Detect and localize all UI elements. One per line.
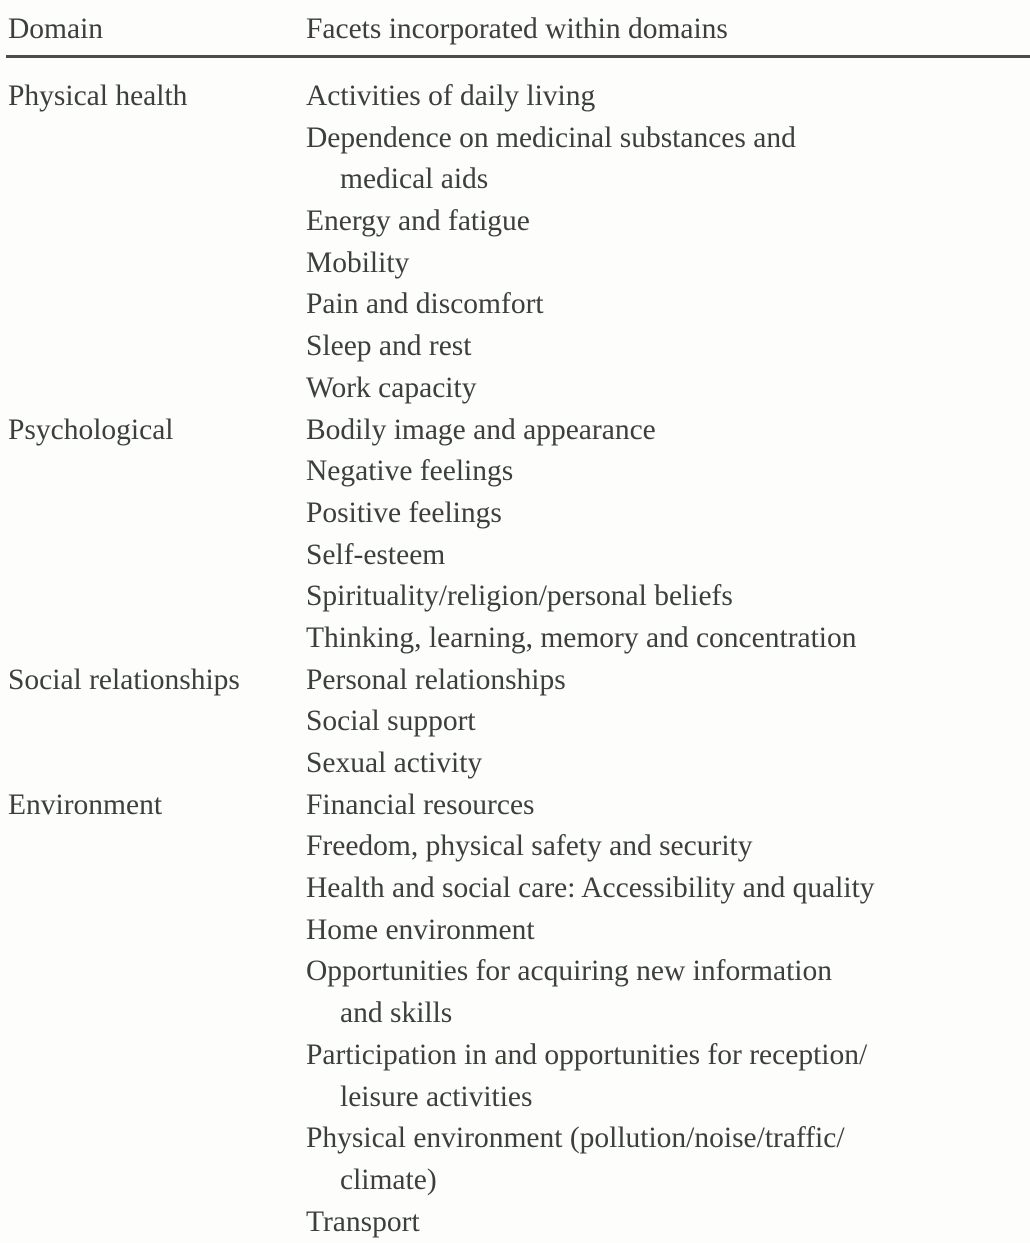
table-row bbox=[0, 159, 1030, 201]
domain-cell: Social relationships bbox=[8, 663, 240, 696]
facet-cell: Physical environment (pollution/noise/traffic/ bbox=[306, 1122, 845, 1155]
domain-cell: Environment bbox=[8, 788, 163, 821]
table-row bbox=[0, 993, 1030, 1035]
facet-cell: Transport bbox=[306, 1205, 420, 1238]
table-row bbox=[0, 951, 1030, 993]
facet-cell: Dependence on medicinal substances and bbox=[306, 121, 796, 154]
facet-cell: Activities of daily living bbox=[306, 80, 596, 112]
table-row bbox=[0, 1118, 1030, 1160]
domain-cell: Physical health bbox=[8, 80, 188, 112]
table-row bbox=[0, 284, 1030, 326]
table-row bbox=[0, 618, 1030, 660]
table-row bbox=[0, 76, 1030, 118]
facet-cell: Bodily image and appearance bbox=[306, 413, 656, 446]
facet-cell: Work capacity bbox=[306, 371, 477, 404]
table-row bbox=[0, 368, 1030, 410]
table-row bbox=[0, 493, 1030, 535]
facet-cell: Participation in and opportunities for reception/ bbox=[306, 1038, 868, 1071]
table-body bbox=[0, 76, 1030, 1243]
facet-cell: Negative feelings bbox=[306, 455, 514, 488]
table-row bbox=[0, 1077, 1030, 1119]
table-row bbox=[0, 243, 1030, 285]
facet-cell: Financial resources bbox=[306, 788, 535, 821]
facet-cell: Home environment bbox=[306, 913, 535, 946]
table-row bbox=[0, 535, 1030, 577]
facet-cell: Social support bbox=[306, 705, 476, 738]
table-row bbox=[0, 326, 1030, 368]
table-row bbox=[0, 576, 1030, 618]
table-row bbox=[0, 910, 1030, 952]
table-row bbox=[0, 826, 1030, 868]
facet-cell: Freedom, physical safety and security bbox=[306, 830, 753, 863]
facet-cell: Health and social care: Accessibility and quality bbox=[306, 872, 875, 905]
table-row bbox=[0, 118, 1030, 160]
table-row bbox=[0, 1202, 1030, 1243]
table-row bbox=[0, 1160, 1030, 1202]
facet-cell-continuation: medical aids bbox=[340, 163, 489, 196]
table-header bbox=[0, 9, 1030, 49]
table-row bbox=[0, 201, 1030, 243]
table-row bbox=[0, 701, 1030, 743]
facet-cell-continuation: leisure activities bbox=[340, 1080, 533, 1113]
facet-cell: Personal relationships bbox=[306, 663, 566, 696]
facet-cell: Opportunities for acquiring new information bbox=[306, 955, 832, 988]
facet-cell: Mobility bbox=[306, 246, 410, 279]
table-row bbox=[0, 785, 1030, 827]
facet-cell: Energy and fatigue bbox=[306, 205, 530, 238]
table-row bbox=[0, 660, 1030, 702]
header-facets: Facets incorporated within domains bbox=[306, 13, 728, 45]
facet-cell-continuation: and skills bbox=[340, 997, 453, 1030]
table-row bbox=[0, 743, 1030, 785]
facet-cell: Self-esteem bbox=[306, 538, 446, 571]
facet-cell: Pain and discomfort bbox=[306, 288, 544, 321]
facet-cell-continuation: climate) bbox=[340, 1163, 437, 1196]
facet-cell: Sexual activity bbox=[306, 747, 483, 779]
table-row bbox=[0, 410, 1030, 452]
header-rule bbox=[6, 55, 1030, 58]
table-row bbox=[0, 451, 1030, 493]
facet-cell: Positive feelings bbox=[306, 496, 502, 529]
table-row bbox=[0, 868, 1030, 910]
facet-cell: Thinking, learning, memory and concentration bbox=[306, 621, 857, 654]
domain-cell: Psychological bbox=[8, 413, 174, 446]
header-domain: Domain bbox=[8, 13, 104, 45]
facet-cell: Sleep and rest bbox=[306, 330, 472, 363]
facet-cell: Spirituality/religion/personal beliefs bbox=[306, 580, 733, 613]
table-row bbox=[0, 1035, 1030, 1077]
